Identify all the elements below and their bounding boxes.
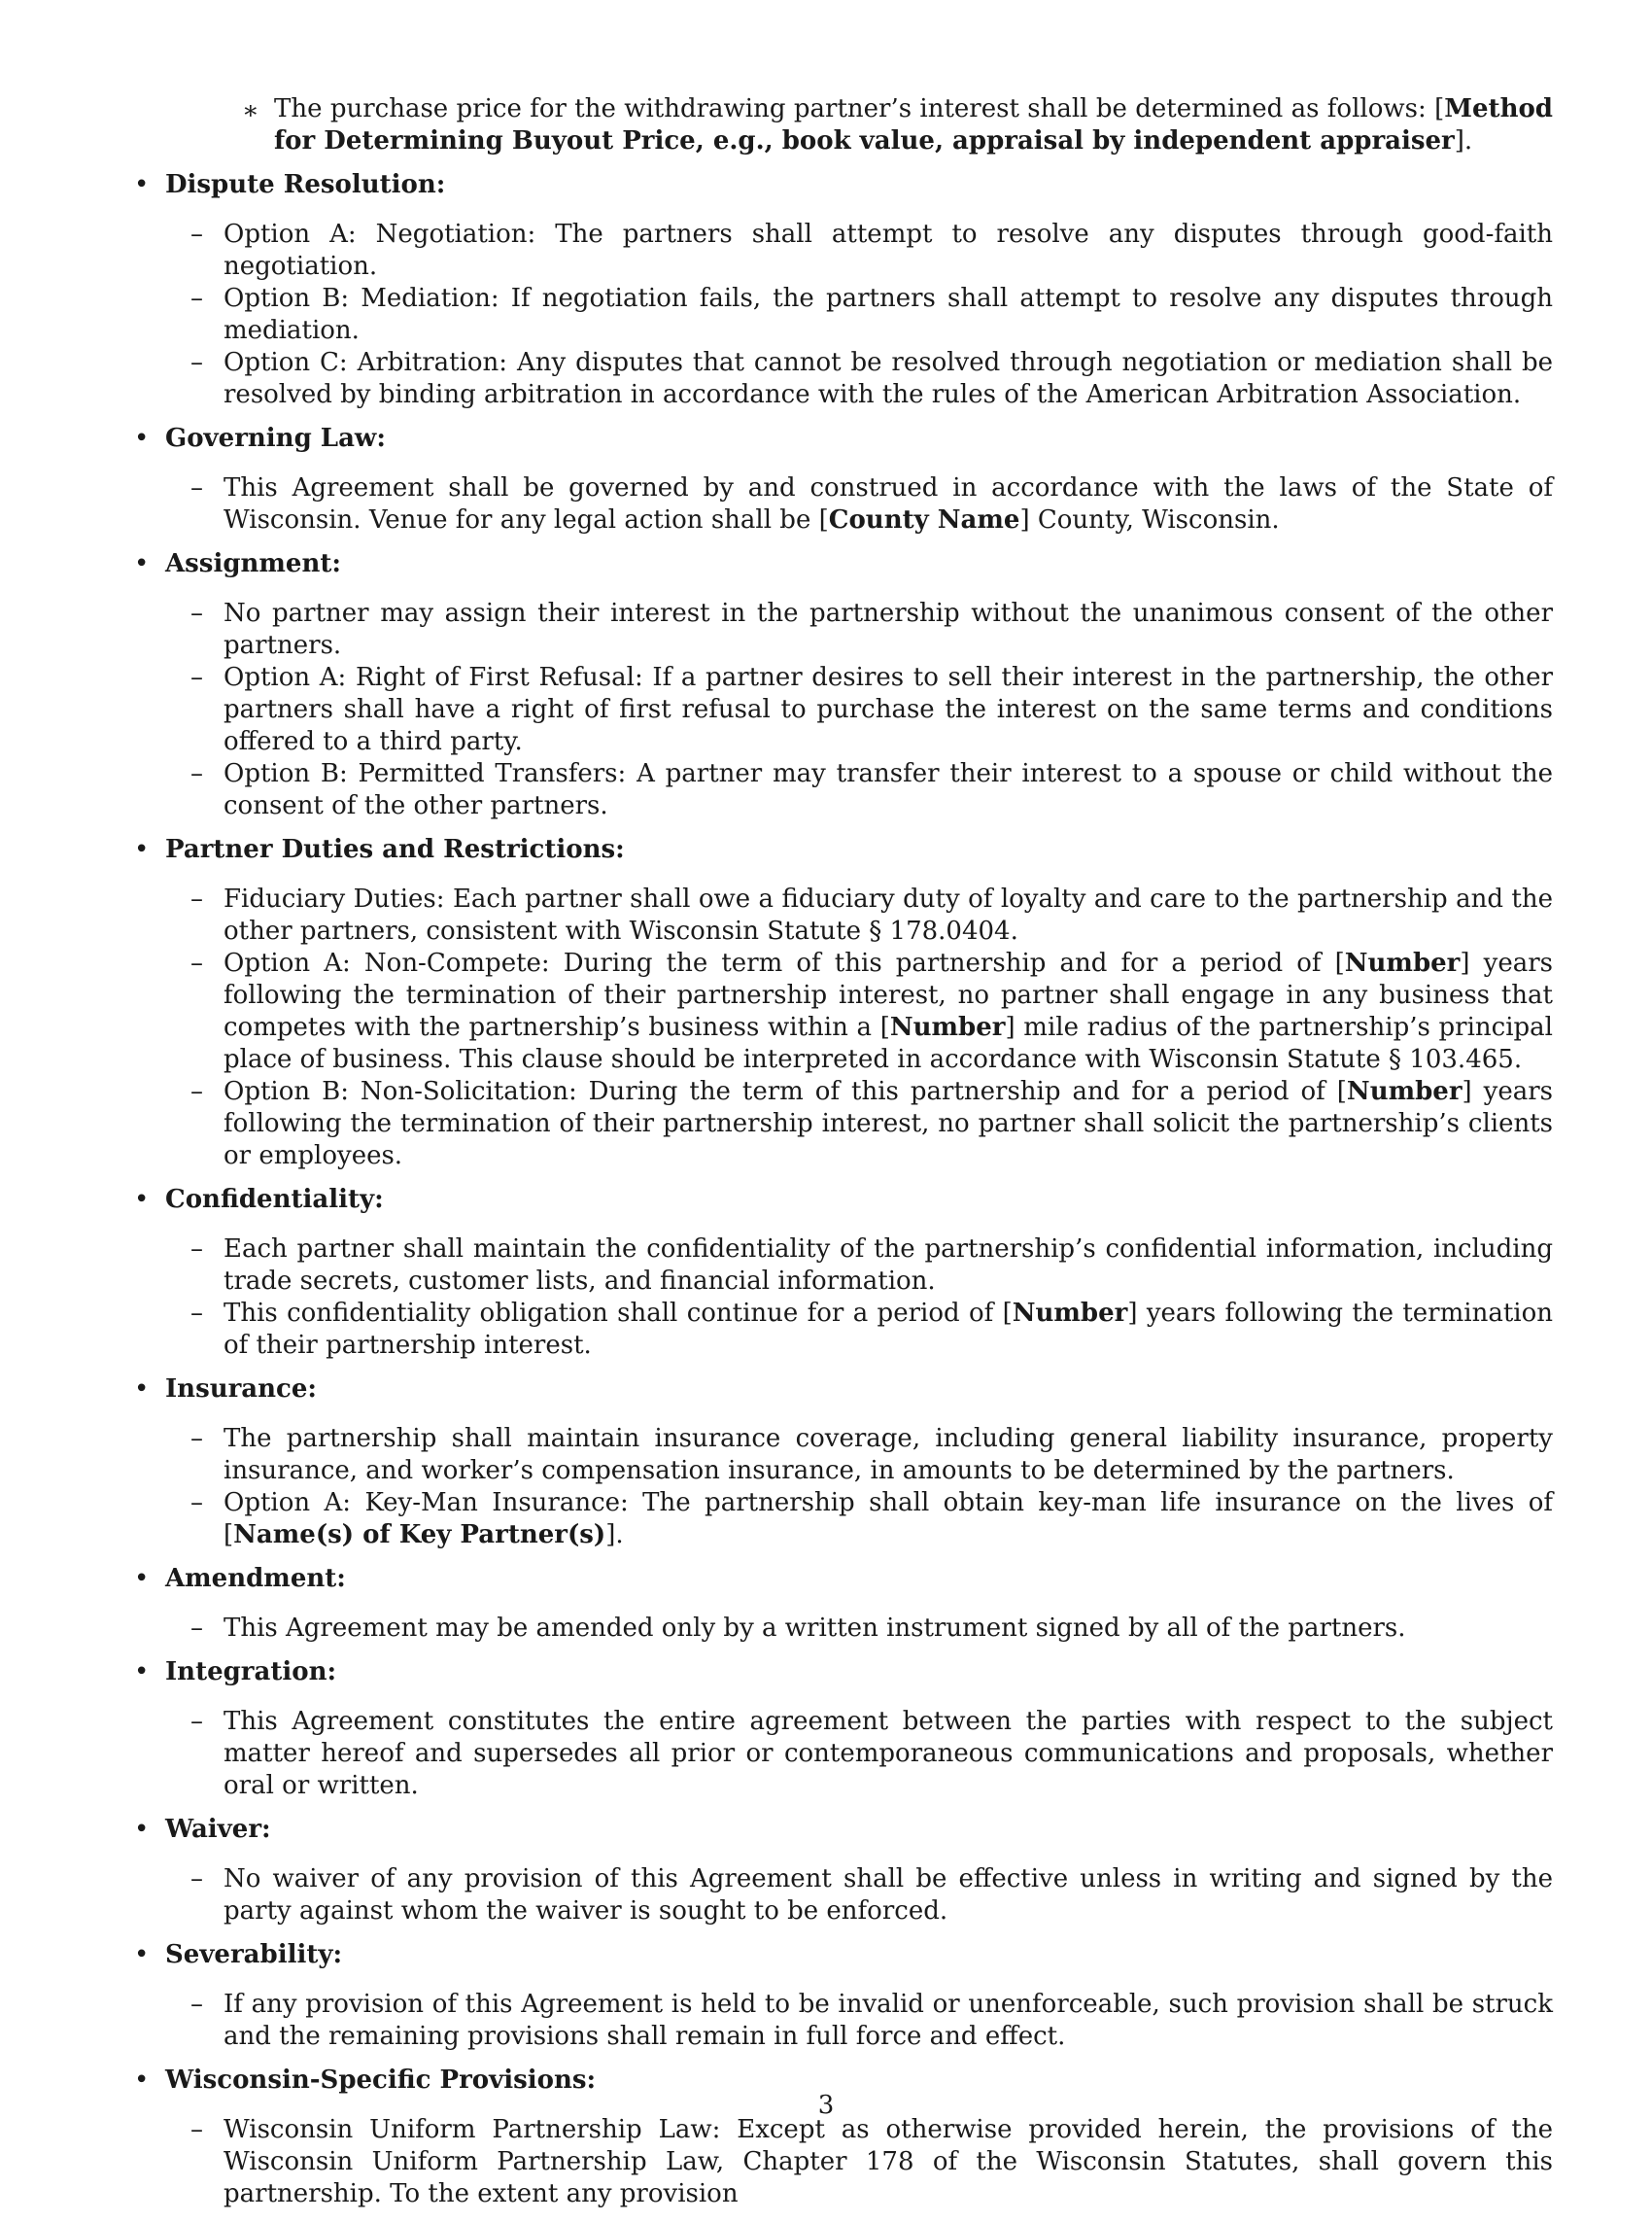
clause-text: Option B: Mediation: If negotiation fails, the partners shall attempt to resolve any disputes through mediation. xyxy=(224,284,1553,345)
list-item xyxy=(130,1423,1553,1487)
bullet-icon: • xyxy=(134,1815,150,1844)
bullet-icon: • xyxy=(134,835,150,864)
clause-text: This Agreement constitutes the entire agreement between the parties with respect to the subject matter hereof and supersedes all prior or contemporaneous communications and proposals, whether oral or written. xyxy=(224,1707,1553,1800)
section xyxy=(130,1939,1553,2053)
dash-icon: – xyxy=(190,284,203,313)
clause-text: Fiduciary Duties: Each partner shall owe a fiduciary duty of loyalty and care to the partnership and the other partners, consistent with Wisconsin Statute § 178.0404. xyxy=(224,885,1553,946)
list-item xyxy=(130,219,1553,283)
clause-text: Option B: Permitted Transfers: A partner may transfer their interest to a spouse or child without the consent of the other partners. xyxy=(224,759,1553,820)
bullet-icon: • xyxy=(134,424,150,453)
list-item xyxy=(130,1613,1553,1645)
sub-list xyxy=(130,884,1553,1172)
sub-list xyxy=(130,598,1553,822)
bullet-icon: • xyxy=(134,1374,150,1404)
sub-list xyxy=(130,1989,1553,2053)
bullet-icon: • xyxy=(134,1185,150,1214)
placeholder-text: County Name xyxy=(828,505,1020,535)
list-item xyxy=(130,948,1553,1076)
section xyxy=(130,423,1553,537)
section-heading-text: Insurance: xyxy=(165,1374,318,1404)
clause-text: Option A: Negotiation: The partners shall attempt to resolve any disputes through good-faith negotiation. xyxy=(224,220,1553,281)
placeholder-text: Number xyxy=(1346,1077,1463,1106)
dash-icon: – xyxy=(190,599,203,628)
dash-icon: – xyxy=(190,473,203,503)
section xyxy=(130,834,1553,1172)
section-heading xyxy=(130,169,1553,201)
dash-icon: – xyxy=(190,1990,203,2019)
list-item xyxy=(130,1076,1553,1172)
sub-list xyxy=(130,1423,1553,1551)
section-heading xyxy=(130,423,1553,455)
list-item xyxy=(130,598,1553,662)
section xyxy=(130,169,1553,411)
dash-icon: – xyxy=(190,949,203,978)
sub-list xyxy=(130,1863,1553,1927)
sub-list xyxy=(130,1706,1553,1802)
section-heading-text: Severability: xyxy=(165,1940,343,1969)
clause-text: This Agreement shall be governed by and construed in accordance with the laws of the State of Wisconsin. Venue for any legal action shall be [ xyxy=(224,473,1553,535)
sub-list xyxy=(130,1233,1553,1362)
bullet-icon: • xyxy=(134,1940,150,1969)
dash-icon: – xyxy=(190,1299,203,1328)
bullet-icon: • xyxy=(134,1564,150,1593)
list-item xyxy=(130,2114,1553,2210)
placeholder-text: Number xyxy=(1012,1299,1128,1328)
buyout-text-before: The purchase price for the withdrawing partner’s interest shall be determined as follows: [ xyxy=(274,94,1445,123)
clause-text: ] years following the termination of their partnership interest, no partner shall solicit the partnership’s clients or employees. xyxy=(224,1077,1553,1170)
document-body xyxy=(130,93,1553,2222)
section xyxy=(130,1814,1553,1927)
section xyxy=(130,1373,1553,1551)
sub-list xyxy=(130,472,1553,537)
dash-icon: – xyxy=(190,220,203,249)
dash-icon: – xyxy=(190,663,203,692)
buyout-text-after: ]. xyxy=(1454,126,1473,156)
bullet-icon: • xyxy=(134,2066,150,2095)
list-item xyxy=(130,1863,1553,1927)
dash-icon: – xyxy=(190,2115,203,2144)
clause-text: The partnership shall maintain insurance coverage, including general liability insurance, property insurance, and worker’s compensation insurance, in amounts to be determined by the partners. xyxy=(224,1424,1553,1485)
list-item xyxy=(130,1706,1553,1802)
list-item xyxy=(130,884,1553,948)
dash-icon: – xyxy=(190,1234,203,1264)
clause-text: If any provision of this Agreement is held to be invalid or unenforceable, such provision shall be struck and the remaining provisions shall remain in full force and effect. xyxy=(224,1990,1553,2051)
clause-text: This confidentiality obligation shall continue for a period of [ xyxy=(224,1299,1013,1328)
sub-list xyxy=(130,2114,1553,2210)
section xyxy=(130,1656,1553,1802)
sections-container xyxy=(130,169,1553,2210)
section-heading xyxy=(130,1563,1553,1595)
dash-icon: – xyxy=(190,885,203,914)
dash-icon: – xyxy=(190,1864,203,1893)
placeholder-text: Number xyxy=(1344,949,1461,978)
clause-text: ] years following the termination of their partnership interest. xyxy=(224,1299,1553,1360)
section-heading-text: Wisconsin-Specific Provisions: xyxy=(165,2066,597,2095)
clause-text: ] years following the termination of their partnership interest, no partner shall engage in any business that competes with the partnership’s business within a [ xyxy=(224,949,1553,1042)
star-bullet: ∗ xyxy=(242,96,259,125)
placeholder-text: Name(s) of Key Partner(s) xyxy=(233,1520,606,1549)
clause-text: Option A: Key-Man Insurance: The partnership shall obtain key-man life insurance on the lives of [ xyxy=(224,1488,1553,1549)
dash-icon: – xyxy=(190,759,203,788)
section-heading-text: Waiver: xyxy=(165,1815,271,1844)
clause-text: ] mile radius of the partnership’s principal place of business. This clause should be interpreted in accordance with Wisconsin Statute § 103.465. xyxy=(224,1013,1553,1074)
clause-text: Option A: Right of First Refusal: If a partner desires to sell their interest in the partnership, the other partners shall have a right of first refusal to purchase the interest on the same terms and conditions offered to a third party. xyxy=(224,663,1553,756)
section xyxy=(130,548,1553,822)
section-heading xyxy=(130,834,1553,866)
section-heading-text: Governing Law: xyxy=(165,424,386,453)
list-item xyxy=(130,1233,1553,1298)
dash-icon: – xyxy=(190,1424,203,1453)
list-item xyxy=(130,472,1553,537)
section xyxy=(130,1184,1553,1362)
clause-text: Wisconsin Uniform Partnership Law: Except as otherwise provided herein, the provisions of the Wisconsin Uniform Partnership Law, Chapter 178 of the Wisconsin Statutes, shall govern this partnership. To the extent any provision xyxy=(224,2115,1553,2208)
dash-icon: – xyxy=(190,1614,203,1643)
clause-text: No partner may assign their interest in the partnership without the unanimous consent of the other partners. xyxy=(224,599,1553,660)
bullet-icon: • xyxy=(134,1657,150,1686)
dash-icon: – xyxy=(190,1707,203,1736)
section-heading-text: Partner Duties and Restrictions: xyxy=(165,835,625,864)
section-heading xyxy=(130,548,1553,580)
section-heading-text: Assignment: xyxy=(165,549,341,578)
sub-list xyxy=(130,219,1553,411)
clause-text: ]. xyxy=(605,1520,624,1549)
bullet-icon: • xyxy=(134,170,150,199)
section-heading-text: Integration: xyxy=(165,1657,337,1686)
buyout-placeholder: Method for Determining Buyout Price, e.g., book value, appraisal by independent appraiser xyxy=(274,94,1553,156)
placeholder-text: Number xyxy=(889,1013,1006,1042)
page-number: 3 xyxy=(817,2091,835,2120)
section-heading-text: Amendment: xyxy=(165,1564,346,1593)
buyout-price-item xyxy=(130,93,1553,157)
dash-icon: – xyxy=(190,1077,203,1106)
list-item xyxy=(130,1487,1553,1551)
sub-list xyxy=(130,1613,1553,1645)
section-heading xyxy=(130,1814,1553,1846)
clause-text: Option C: Arbitration: Any disputes that cannot be resolved through negotiation or mediation shall be resolved by binding arbitration in accordance with the rules of the American Arbitration Association. xyxy=(224,348,1553,409)
list-item xyxy=(130,662,1553,758)
dash-icon: – xyxy=(190,1488,203,1517)
section-heading xyxy=(130,1939,1553,1971)
section-heading xyxy=(130,1184,1553,1216)
section xyxy=(130,1563,1553,1645)
list-item xyxy=(130,758,1553,822)
clause-text: Each partner shall maintain the confidentiality of the partnership’s confidential information, including trade secrets, customer lists, and financial information. xyxy=(224,1234,1553,1296)
list-item xyxy=(130,283,1553,347)
section-heading-text: Confidentiality: xyxy=(165,1185,384,1214)
section-heading xyxy=(130,1373,1553,1406)
section xyxy=(130,2065,1553,2210)
section-heading-text: Dispute Resolution: xyxy=(165,170,446,199)
clause-text: No waiver of any provision of this Agreement shall be effective unless in writing and signed by the party against whom the waiver is sought to be enforced. xyxy=(224,1864,1553,1926)
list-item xyxy=(130,1298,1553,1362)
clause-text: This Agreement may be amended only by a written instrument signed by all of the partners. xyxy=(224,1614,1406,1643)
clause-text: ] County, Wisconsin. xyxy=(1019,505,1280,535)
dash-icon: – xyxy=(190,348,203,377)
list-item xyxy=(130,347,1553,411)
bullet-icon: • xyxy=(134,549,150,578)
clause-text: Option A: Non-Compete: During the term of this partnership and for a period of [ xyxy=(224,949,1345,978)
clause-text: Option B: Non-Solicitation: During the term of this partnership and for a period of [ xyxy=(224,1077,1347,1106)
list-item xyxy=(130,1989,1553,2053)
section-heading xyxy=(130,1656,1553,1688)
